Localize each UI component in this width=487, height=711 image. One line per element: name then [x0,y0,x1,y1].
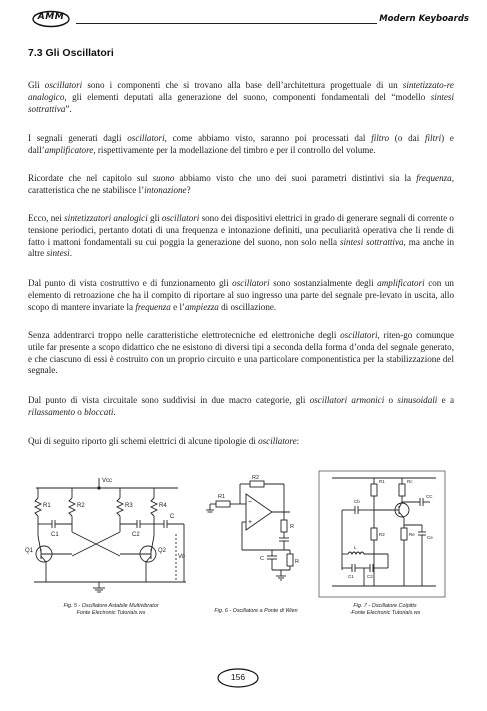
wien-bridge-schematic [206,474,306,598]
label-c-parallel: C [260,556,264,562]
paragraph-1: Gli oscillatori sono i componenti che si trovano alla base dell’architettura progettuale di un sintetizzato-re analogico, gli elementi deputati alla generazione del suono, componenti fondamentali del “modello sintesi sottrattiva”. [28,80,454,114]
label-minus: − [248,499,253,506]
transistor [374,502,409,518]
resistor-re [401,518,407,570]
paragraph-3: Ricordate che nel capitolo sul suono abbiamo visto che uno dei suoi parametri distintivi sia la frequenza, caratteristica che ne stabilisce l’intonazione? [28,173,454,195]
label-q1: Q1 [25,548,34,554]
paragraph-5: Dal punto di vista costruttivo e di funzionamento gli oscillatori sono sostanzialmente degli amplificatori con un elemento di retroazione che ha il compito di riportare al suo ingresso una parte del segnale pre-levato in uscita, allo scopo di mantere invariate la frequenza e l’ampiezza di oscillazione. [28,278,454,312]
figure-6-caption-line1: Fig. 6 - Oscillatore a Ponte di Wien [214,608,298,614]
ground-icon [93,582,105,592]
capacitor-c-series [279,538,289,541]
logo [32,10,70,28]
label-r3: R3 [125,503,133,509]
resistor-r2 [69,488,75,524]
label-r1: R1 [379,479,385,484]
label-re: Re [409,532,415,537]
label-r-series: R [290,524,294,530]
label-ce: Ce [427,535,433,540]
astable-multivibrator-schematic [24,474,200,598]
label-c2: C2 [367,574,373,579]
resistor-r2 [371,520,377,570]
resistor-rc [399,478,405,502]
figure-6-caption [198,608,314,615]
label-cb: Cb [354,499,360,504]
label-r-parallel: R [295,559,299,565]
section-title: 7.3 Gli Oscillatori [28,47,114,59]
figure-astable-multivibrator [24,474,200,598]
label-rc: Rc [407,479,413,484]
resistor-r1 [371,478,377,520]
capacitor-cb [342,506,374,514]
resistor-r1 [35,488,41,536]
header-title: Modern Keyboards [379,14,469,24]
label-r1: R1 [43,503,51,509]
figure-5-caption-line2: Fonte Electronic Tutorials.ws [76,610,146,616]
resistor-r1 [210,501,246,507]
label-r1: R1 [218,494,226,500]
figure-7-caption-line2: -Fonte Electronic Tutorials.ws [349,610,421,616]
logo-text: AMM [37,12,65,22]
figure-wien-bridge [206,474,306,598]
page-header [26,8,469,30]
paragraph-4: Ecco, nei sintetizzatori analogici gli oscillatori sono dei dispositivi elettrici in grado di generare segnali di corrente o tensione periodici, pertanto dotati di una frequenza e intonazione definiti, una peculiarità operativa che li rende di fatto i mattoni fondamentali su cui poggia la generazione del suono, non solo nella sintesi sottrattiva, ma anche in altre sintesi. [28,213,454,259]
capacitor-c-parallel [267,556,277,559]
header-rule [76,23,377,24]
label-r2: R2 [379,532,385,537]
page-number: 156 [230,672,246,682]
resistor-r2 [240,481,284,512]
figure-7-caption-line1: Fig. 7 - Oscillatore Colpitts [353,603,417,609]
label-c2: C2 [132,532,140,538]
label-c: C [170,514,175,520]
transistor-q1 [36,536,72,562]
resistor-r-parallel [287,554,293,566]
label-l: L [354,545,357,550]
ground-icon [276,570,286,580]
label-r4: R4 [159,503,167,509]
colpitts-schematic [318,470,446,598]
op-amp [246,494,290,530]
figure-5-caption [36,603,186,617]
figure-7-caption [330,603,440,617]
inductor-l [342,552,388,554]
label-r2: R2 [77,503,85,509]
label-q2: Q2 [158,548,167,554]
capacitor-c2 [120,520,154,528]
label-r2: R2 [252,475,260,481]
paragraph-2: I segnali generati dagli oscillatori, come abbiamo visto, saranno poi processati dal filtro (o dai filtri) e dall’amplificatore, rispettivamente per la modellazione del timbro e per il controllo del volume. [28,133,454,155]
paragraph-8: Qui di seguito riporto gli schemi elettrici di alcune tipologie di oscillatore: [28,436,300,446]
capacitor-c1 [342,564,364,572]
paragraph-6: Senza addentrarci troppo nelle caratteristiche elettrotecniche ed elettroniche degli oscillatori, riten-go comunque utile far presente a scopo didattico che ne esistono di diversi tipi a seconda della forma d’onda del segnale generato, e che ciascuno di essi è costruito con un proprio circuito e una particolare componentistica per la stabilizzazione del segnale. [28,330,454,376]
resistor-r3 [117,488,123,524]
label-plus: + [248,519,253,526]
capacitor-c1 [38,520,72,528]
capacitor-c2 [364,564,388,572]
paragraph-7: Dal punto di vista circuitale sono suddivisi in due macro categorie, gli oscillatori armonici o sinusoidali e a rilassamento o bloccati. [28,395,455,417]
label-vo: Vo [178,554,186,560]
label-vcc: Vcc [102,478,113,484]
transistor-q2 [120,536,156,562]
label-cc: CC [426,494,433,499]
label-c1: C1 [348,574,354,579]
figure-5-caption-line1: Fig. 5 - Oscillatore Astabile Multivibrator [63,603,159,609]
label-c1: C1 [51,532,59,538]
figure-colpitts [318,470,446,598]
page-number-badge [216,667,260,689]
resistor-r4 [151,488,157,536]
resistor-r-series [281,520,287,532]
ground-icon [206,504,214,512]
